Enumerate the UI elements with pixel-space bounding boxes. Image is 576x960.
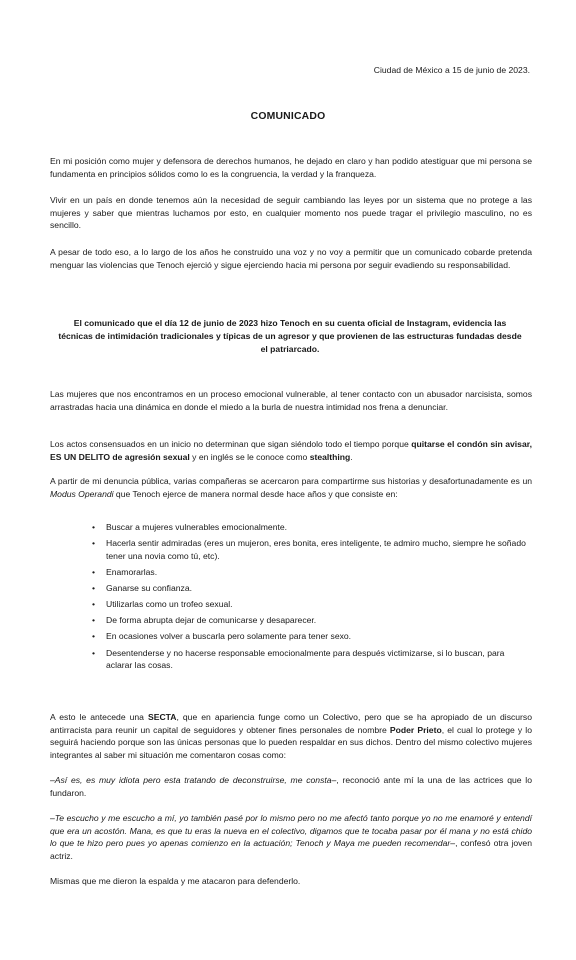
quote-1-italic: –Así es, es muy idiota pero esta tratando de deconstruirse, me consta– — [50, 775, 337, 785]
date-line: Ciudad de México a 15 de junio de 2023. — [373, 65, 530, 75]
intro-paragraph-1 — [50, 155, 532, 180]
list-item: • En ocasiones volver a buscarla pero solamente para tener sexo. — [92, 630, 532, 643]
paragraph-actos — [50, 438, 532, 463]
document-title: COMUNICADO — [250, 111, 326, 122]
highlight-statement: El comunicado que el día 12 de junio de 2023 hizo Tenoch en su cuenta oficial de Instagram, evidencia las técnicas de intimidación tradicionales y típicas de un agresor y que provienen de las estructuras fundadas desde el patriarcado. — [58, 318, 522, 354]
quote-2-text — [50, 812, 532, 862]
intro-paragraph-2 — [50, 194, 532, 232]
actos-bold-delito: quitarse el condón sin avisar, ES UN DELITO de agresión sexual — [50, 439, 533, 462]
paragraph-narcisista — [50, 388, 532, 413]
actos-part-e: . — [350, 451, 353, 462]
secta-part-c: , que en apariencia funge como un Colectivo, pero que se ha apropiado de un discurso antirracista para reunir un capital de seguidores y obtener fines personales de nombre — [50, 712, 532, 735]
denuncia-italic-modus: Modus Operandi — [50, 488, 114, 499]
quote-1-text — [50, 774, 532, 799]
list-item: • Enamorarlas. — [92, 566, 532, 579]
list-item: • Utilizarlas como un trofeo sexual. — [92, 598, 532, 611]
list-item: • Hacerla sentir admiradas (eres un mujeron, eres bonita, eres inteligente, te admiro mucho, siempre he soñado tener una novia como tú, etc). — [92, 537, 532, 562]
actos-bold-stealthing: stealthing — [309, 451, 351, 462]
denuncia-part-a: A partir de mi denuncia pública, varias compañeras se acercaron para compartirme sus historias y desafortunadamente es un — [50, 476, 532, 486]
modus-operandi-list — [92, 521, 532, 675]
intro-text-2: Vivir en un país en donde tenemos aún la necesidad de seguir cambiando las leyes por un sistema que no protege a las mujeres y saber que mientras luchamos por esto, en cualquier momento nos puede tragar el privilegio masculino, no es sencillo. — [50, 195, 532, 231]
secta-part-a: A esto le antecede una — [50, 712, 148, 722]
list-item: • Buscar a mujeres vulnerables emocionalmente. — [92, 521, 532, 534]
intro-text-1: En mi posición como mujer y defensora de derechos humanos, he dejado en claro y han podido atestiguar que mi persona se fundamenta en principios sólidos como lo es la congruencia, la verdad y la franqueza. — [50, 156, 532, 179]
secta-bold-poder-prieto: Poder Prieto — [389, 724, 442, 735]
secta-part-e: , el cual lo protege y lo seguirá haciendo porque son las únicas personas que lo pueden respaldar en sus dichos. Dentro del mismo colectivo mujeres integrantes al saber mi situación me comentaron cosas como: — [50, 724, 532, 760]
closing-paragraph — [50, 875, 532, 888]
closing-text: Mismas que me dieron la espalda y me atacaron para defenderlo. — [50, 876, 301, 886]
denuncia-part-c: que Tenoch ejerce de manera normal desde hace años y que consiste en: — [113, 488, 398, 499]
narcisista-text: Las mujeres que nos encontramos en un proceso emocional vulnerable, al tener contacto con un abusador narcisista, somos arrastradas hacia una dinámica en donde el miedo a la burla de nuestra intimidad nos frena a denunciar. — [50, 389, 532, 412]
list-item: • De forma abrupta dejar de comunicarse y desaparecer. — [92, 614, 532, 627]
secta-bold-secta: SECTA — [147, 712, 177, 722]
actos-part-a: Los actos consensuados en un inicio no determinan que sigan siéndolo todo el tiempo porque — [50, 439, 412, 449]
denuncia-text — [50, 475, 532, 500]
intro-paragraph-3 — [50, 246, 532, 271]
intro-text-3: A pesar de todo eso, a lo largo de los años he construido una voz y no voy a permitir que un comunicado cobarde pretenda menguar las violencias que Tenoch ejerció y sigue ejerciendo hacia mi persona por seguir evadiendo su responsabilidad. — [50, 247, 532, 270]
list-item: • Ganarse su confianza. — [92, 582, 532, 595]
list-item: • Desentenderse y no hacerse responsable emocionalmente para después victimizarse, si lo buscan, para aclarar las cosas. — [92, 647, 532, 672]
quote-1-attribution: , reconoció ante mí la una de las actrices que lo fundaron. — [50, 775, 532, 798]
secta-text — [50, 711, 532, 761]
quote-2 — [50, 812, 532, 862]
actos-text — [50, 438, 532, 463]
paragraph-denuncia — [50, 475, 532, 500]
paragraph-secta — [50, 711, 532, 761]
actos-part-c: y en inglés se le conoce como — [189, 451, 310, 462]
quote-2-italic: –Te escucho y me escucho a mí, yo también pasé por lo mismo pero no me afectó tanto porque yo no me enamoré y entendí que era un acostón. Mana, es que tu eras la nueva en el colectivo, digamos que te tocaba pasar por él mana y no está chido lo que te hizo pero pues yo apenas comienzo en la actuación; Tenoch y Maya me pueden recomendar– — [50, 813, 532, 849]
quote-2-attribution: , confesó otra joven actriz. — [50, 838, 532, 861]
quote-1 — [50, 774, 532, 799]
